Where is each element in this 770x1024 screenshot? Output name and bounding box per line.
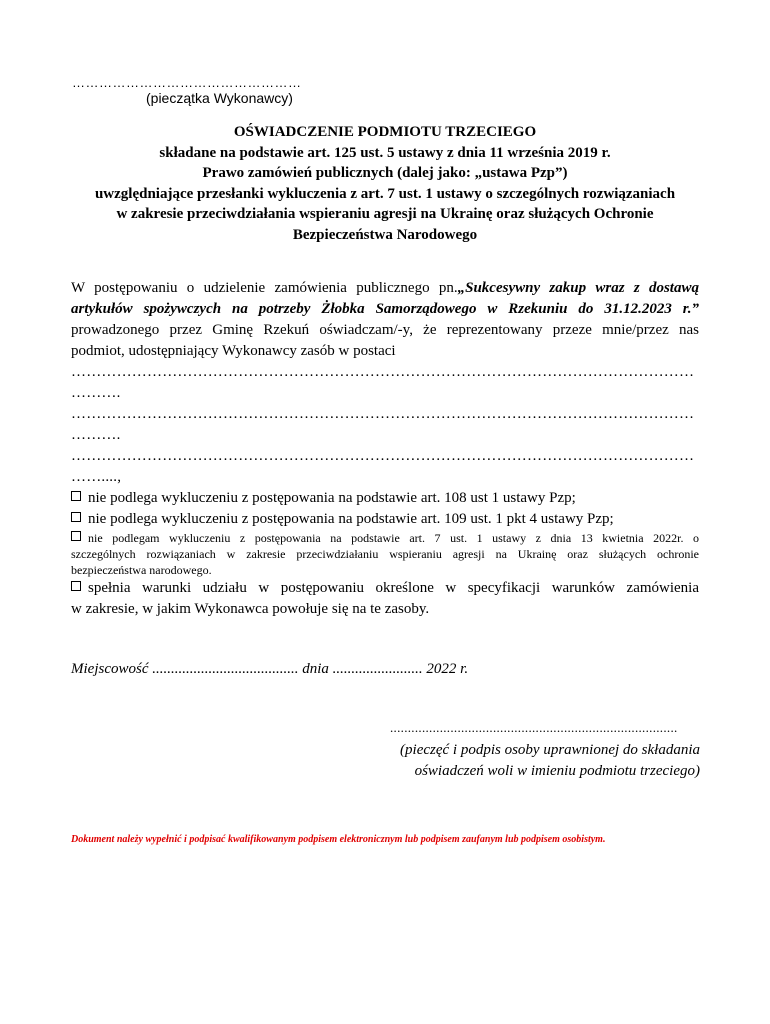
place-and-date-field[interactable]: Miejscowość ....................................... dnia ........................ 2022 r. — [71, 661, 469, 677]
option-art-7-line-3: bezpieczeństwa narodowego. — [71, 563, 212, 577]
intro-line-1 — [71, 278, 699, 299]
fill-in-line-1-end: ………. — [71, 385, 121, 401]
checkbox-icon[interactable] — [71, 491, 81, 501]
option-art-108 — [71, 488, 699, 509]
stamp-label: (pieczątka Wykonawcy) — [146, 90, 293, 106]
fill-in-line-2[interactable]: …………………………………………………………………………………………………………… — [71, 406, 695, 422]
intro-text: W postępowaniu o udzielenie zamówienia publicznego pn. — [71, 280, 458, 296]
document-heading — [60, 122, 710, 245]
option-art-7-line-2: szczególnych rozwiązaniach w zakresie przeciwdziałaniu wspieraniu agresji na Ukrainę oraz służących ochronie — [71, 547, 699, 561]
heading-title: OŚWIADCZENIE PODMIOTU TRZECIEGO — [233, 124, 537, 140]
option-art-109-label: nie podlega wykluczeniu z postępowania na podstawie art. 109 ust. 1 pkt 4 ustawy Pzp; — [88, 511, 614, 527]
signature-caption-line-2: oświadczeń woli w imieniu podmiotu trzeciego) — [414, 763, 700, 779]
stamp-dotted-line: …………………………………………… — [72, 75, 302, 90]
signature-caption-line-1: (pieczęć i podpis osoby uprawnionej do składania — [400, 742, 700, 758]
heading-line-2: składane na podstawie art. 125 ust. 5 ustawy z dnia 11 września 2019 r. — [159, 144, 611, 161]
fill-in-line-3[interactable]: …………………………………………………………………………………………………………… — [71, 448, 695, 464]
heading-line-4: uwzględniające przesłanki wykluczenia z art. 7 ust. 1 ustawy o szczególnych rozwiązaniach — [94, 185, 676, 202]
procurement-title-part-2: artykułów spożywczych na potrzeby Żłobka Samorządowego w Rzekuniu do 31.12.2023 r.” — [71, 301, 699, 317]
fill-in-line-1[interactable]: …………………………………………………………………………………………………………… — [71, 364, 695, 380]
heading-line-6: Bezpieczeństwa Narodowego — [292, 226, 478, 243]
signature-caption — [390, 740, 700, 782]
option-art-7-label: nie podlegam wykluczeniu z postępowania na podstawie art. 7 ust. 1 ustawy z dnia 13 kwietnia 2022r. o — [88, 531, 699, 545]
heading-line-5: w zakresie przeciwdziałania wspieraniu agresji na Ukrainę oraz służących Ochronie — [116, 206, 654, 222]
declaration-body — [71, 278, 699, 620]
fill-in-line-2-end: ………. — [71, 427, 121, 443]
checkbox-icon[interactable] — [71, 512, 81, 522]
signature-line[interactable]: ................................................................................. — [390, 720, 678, 735]
intro-line-4: podmiot, udostępniający Wykonawcy zasób w postaci — [71, 343, 396, 359]
option-conditions-line-2: w zakresie, w jakim Wykonawca powołuje się na te zasoby. — [71, 601, 430, 617]
fill-in-line-3-end: ……...., — [71, 469, 122, 485]
intro-line-3: prowadzonego przez Gminę Rzekuń oświadczam/-y, że reprezentowany przeze mnie/przez nas — [71, 322, 699, 338]
option-art-7-line-1 — [71, 530, 699, 546]
option-conditions-label: spełnia warunki udziału w postępowaniu określone w specyfikacji warunków zamówienia — [88, 580, 699, 596]
option-art-109 — [71, 509, 699, 530]
option-art-108-label: nie podlega wykluczeniu z postępowania na podstawie art. 108 ust 1 ustawy Pzp; — [88, 490, 576, 506]
signing-instruction-note: Dokument należy wypełnić i podpisać kwalifikowanym podpisem elektronicznym lub podpisem zaufanym lub podpisem osobistym. — [71, 834, 606, 845]
option-art-7 — [71, 530, 699, 578]
heading-line-3: Prawo zamówień publicznych (dalej jako: „ustawa Pzp”) — [202, 165, 568, 181]
procurement-title-part-1: „Sukcesywny zakup wraz z dostawą — [457, 280, 699, 296]
checkbox-icon[interactable] — [71, 581, 81, 591]
option-conditions — [71, 578, 699, 620]
option-conditions-line-1 — [71, 578, 699, 599]
checkbox-icon[interactable] — [71, 531, 81, 541]
